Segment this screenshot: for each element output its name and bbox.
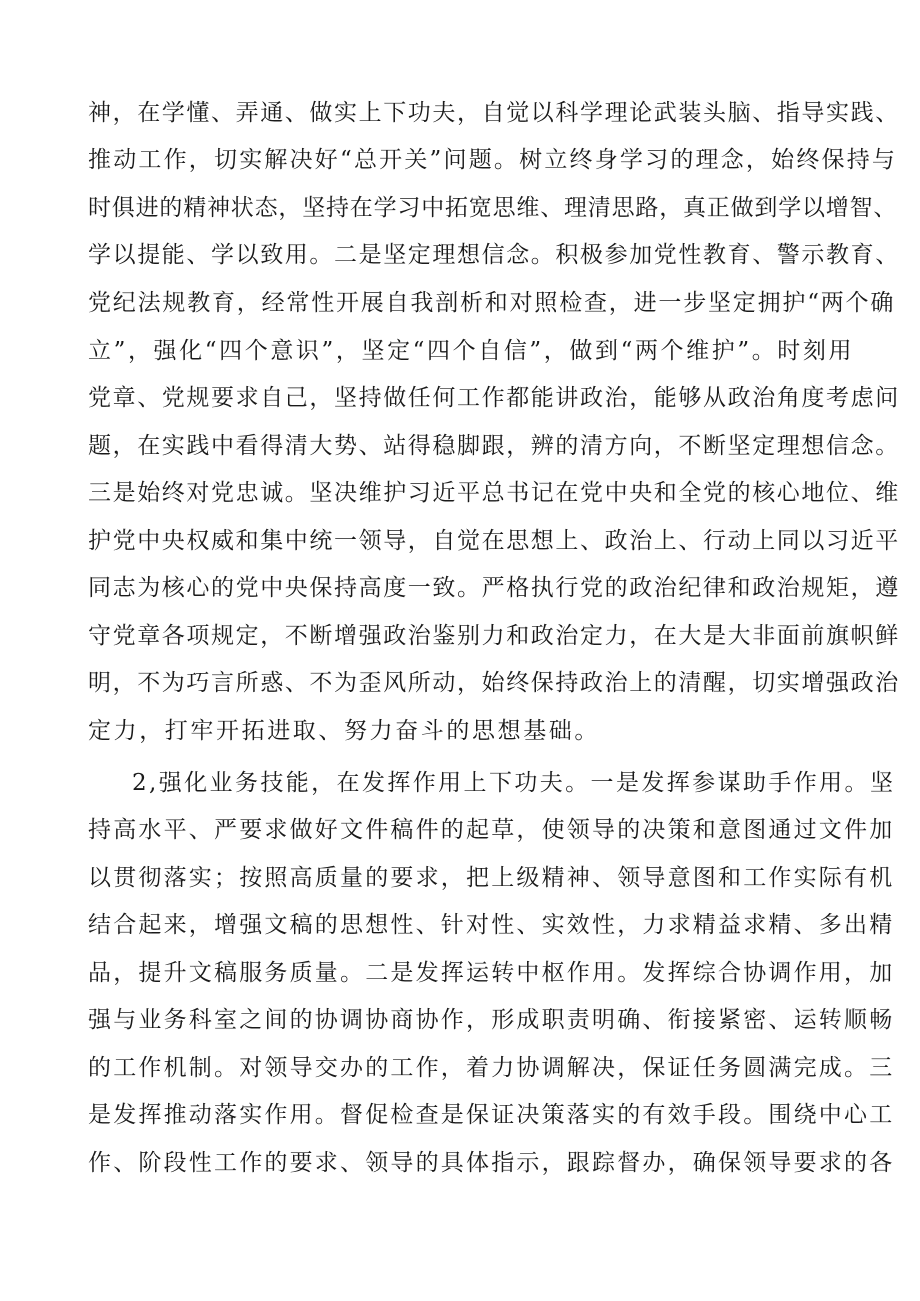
text-line: 以贯彻落实；按照高质量的要求，把上级精神、领导意图和工作实际有机 — [88, 865, 895, 891]
text-line: 作、阶段性工作的要求、领导的具体指示，跟踪督办，确保领导要求的各 — [88, 1150, 895, 1176]
text-line: 的工作机制。对领导交办的工作，着力协调解决，保证任务圆满完成。三 — [88, 1055, 895, 1081]
text-line: 学以提能、学以致用。二是坚定理想信念。积极参加党性教育、警示教育、 — [88, 242, 900, 268]
text-line: 题，在实践中看得清大势、站得稳脚跟，辨的清方向，不断坚定理想信念。 — [88, 433, 900, 459]
text-line: 是发挥推动落实作用。督促检查是保证决策落实的有效手段。围绕中心工 — [88, 1102, 895, 1128]
text-line: 同志为核心的党中央保持高度一致。严格执行党的政治纪律和政治规矩，遵 — [88, 575, 900, 601]
text-line: 三是始终对党忠诚。坚决维护习近平总书记在党中央和全党的核心地位、维 — [88, 480, 900, 506]
text-line: 持高水平、严要求做好文件稿件的起草，使领导的决策和意图通过文件加 — [88, 817, 895, 843]
text-line: 立”，强化“四个意识”，坚定“四个自信”，做到“两个维护”。时刻用 — [88, 338, 855, 364]
text-line: 结合起来，增强文稿的思想性、针对性、实效性，力求精益求精、多出精 — [88, 912, 895, 938]
text-line: 明，不为巧言所惑、不为歪风所动，始终保持政治上的清醒，切实增强政治 — [88, 670, 900, 696]
text-line: 推动工作，切实解决好“总开关”问题。树立终身学习的理念，始终保持与 — [88, 147, 898, 173]
text-line: 时俱进的精神状态，坚持在学习中拓宽思维、理清思路，真正做到学以增智、 — [88, 195, 898, 221]
text-line: 强与业务科室之间的协调协商协作，形成职责明确、衔接紧密、运转顺畅 — [88, 1007, 895, 1033]
section-heading-line: 2,强化业务技能，在发挥作用上下功夫。一是发挥参谋助手作用。坚 — [132, 770, 896, 796]
text-line: 品，提升文稿服务质量。二是发挥运转中枢作用。发挥综合协调作用，加 — [88, 960, 895, 986]
text-line: 党章、党规要求自己，坚持做任何工作都能讲政治，能够从政治角度考虑问 — [88, 385, 900, 411]
text-line: 守党章各项规定，不断增强政治鉴别力和政治定力，在大是大非面前旗帜鲜 — [88, 623, 900, 649]
text-line: 神，在学懂、弄通、做实上下功夫，自觉以科学理论武装头脑、指导实践、 — [88, 100, 900, 126]
text-line: 党纪法规教育，经常性开展自我剖析和对照检查，进一步坚定拥护“两个确 — [88, 290, 896, 316]
text-line: 护党中央权威和集中统一领导，自觉在思想上、政治上、行动上同以习近平 — [88, 528, 900, 554]
text-line: 定力，打牢开拓进取、努力奋斗的思想基础。 — [88, 718, 600, 744]
